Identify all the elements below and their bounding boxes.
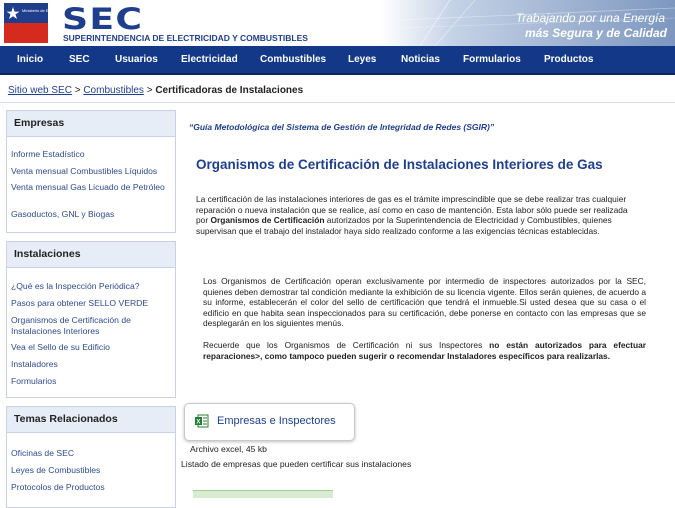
intro-paragraph	[196, 194, 641, 236]
nav-item-sec[interactable]: SEC	[69, 54, 90, 65]
nav-item-electricidad[interactable]: Electricidad	[181, 54, 238, 65]
sidebar-item-gasoductos[interactable]: Gasoductos, GNL y Biogas	[11, 209, 115, 219]
header-banner	[380, 0, 675, 46]
sidebar-item-formularios[interactable]: Formularios	[11, 376, 57, 386]
main-nav	[0, 46, 675, 75]
sec-logo[interactable]: SEC	[62, 2, 144, 36]
slogan-line-2: más Segura y de Calidad	[524, 26, 667, 40]
download-file-info: Archivo excel, 45 kb	[190, 444, 267, 454]
logo-caption: Ministerio de Energía	[22, 8, 60, 13]
sidebar-item-instaladores[interactable]: Instaladores	[11, 359, 58, 369]
reminder-emphasis: no están autorizados para efectuar reparaciones>, como tampoco pueden sugerir o recomendar Instaladores específicos para realizarlas.	[203, 340, 646, 361]
sidebar-title-instalaciones: Instalaciones	[7, 242, 175, 268]
sidebar-item-sello-edificio[interactable]: Vea el Sello de su Edificio	[11, 342, 110, 352]
sidebar-box-temas-relacionados	[6, 406, 176, 508]
breadcrumb-section-link[interactable]: Combustibles	[83, 85, 144, 96]
nav-item-productos[interactable]: Productos	[544, 54, 594, 65]
sidebar-item-organismos-certificacion[interactable]: Organismos de Certificación de Instalaciones Interiores	[11, 315, 131, 336]
intro-text-cont: autorizados por la Superintendencia de Electricidad y Combustibles, quienes supervisan que el trabajo del instalador haya sido realizado conforme a las exigencias técnicas establecidas.	[196, 215, 612, 236]
breadcrumb-divider	[0, 102, 675, 103]
operation-paragraph: Los Organismos de Certificación operan exclusivamente por intermedio de inspectores autorizados por la SEC, quienes deben demostrar tal condición mediante la exhibición de su licencia vigente. Ellos serán quienes, de acuerdo a su informe, establecerán el color del sello de certificación que tendrá el inmueble.Si usted desea que su casa o el edificio en que habita sean inspeccionados para su certificación, debe ponerse en contacto con las empresas que se desplegarán en los siguientes menús.	[203, 276, 646, 329]
breadcrumb-current: Certificadoras de Instalaciones	[155, 85, 304, 96]
sidebar-item-inspeccion-periodica[interactable]: ¿Qué es la Inspección Periódica?	[11, 281, 140, 291]
nav-item-combustibles[interactable]: Combustibles	[260, 54, 327, 65]
sidebar-item-sello-verde[interactable]: Pasos para obtener SELLO VERDE	[11, 298, 149, 308]
intro-text: La certificación de las instalaciones interiores de gas es el trámite imprescindible que se debe realizar tras cualquier reparación o nueva instalación que se realice, así como en caso de mantención. Esta labor sólo puede ser realizada por	[196, 194, 628, 226]
sidebar-item-leyes-combustibles[interactable]: Leyes de Combustibles	[11, 465, 101, 475]
reminder-paragraph	[203, 340, 646, 361]
nav-item-formularios[interactable]: Formularios	[463, 54, 521, 65]
nav-item-usuarios[interactable]: Usuarios	[115, 54, 158, 65]
sidebar-item-oficinas-sec[interactable]: Oficinas de SEC	[11, 448, 75, 458]
sidebar-box-empresas	[6, 110, 176, 233]
site-header	[0, 0, 675, 46]
page-title: Organismos de Certificación de Instalaciones Interiores de Gas	[196, 157, 603, 172]
sgir-guide-link[interactable]: “Guía Metodológica del Sistema de Gestión de Integridad de Redes (SGIR)”	[189, 122, 495, 132]
nav-item-inicio[interactable]: Inicio	[17, 54, 44, 65]
breadcrumb-separator: >	[143, 85, 156, 96]
sidebar-item-protocolos-productos[interactable]: Protocolos de Productos	[11, 482, 105, 492]
excel-icon	[195, 414, 209, 428]
breadcrumb	[8, 85, 303, 96]
sidebar-title-temas: Temas Relacionados	[7, 407, 175, 433]
sec-subtitle: SUPERINTENDENCIA DE ELECTRICIDAD Y COMBUSTIBLES	[63, 33, 308, 43]
download-label: Empresas e Inspectores	[217, 415, 336, 427]
download-empresas-inspectores-button[interactable]	[184, 403, 355, 441]
sidebar-item-informe-estadistico[interactable]: Informe Estadístico	[11, 149, 85, 159]
sidebar-box-instalaciones	[6, 241, 176, 398]
breadcrumb-separator: >	[71, 85, 84, 96]
sidebar-title-empresas: Empresas	[7, 111, 175, 137]
download-description: Listado de empresas que pueden certificar sus instalaciones	[181, 459, 412, 469]
slogan-line-1: Trabajando por una Energía	[515, 11, 665, 25]
breadcrumb-home-link[interactable]: Sitio web SEC	[8, 85, 72, 96]
svg-text:X: X	[196, 419, 201, 426]
nav-item-leyes[interactable]: Leyes	[348, 54, 377, 65]
sidebar-item-venta-combustibles[interactable]: Venta mensual Combustibles Líquidos	[11, 166, 158, 176]
nav-item-noticias[interactable]: Noticias	[401, 54, 440, 65]
intro-emphasis: Organismos de Certificación	[210, 215, 325, 226]
next-download-button-edge[interactable]	[193, 490, 333, 498]
sidebar-item-venta-gas-licuado[interactable]: Venta mensual Gas Licuado de Petróleo	[11, 182, 165, 192]
gobierno-de-chile-logo[interactable]	[4, 3, 60, 43]
reminder-text: Recuerde que los Organismos de Certificación ni sus Inspectores	[203, 340, 490, 350]
